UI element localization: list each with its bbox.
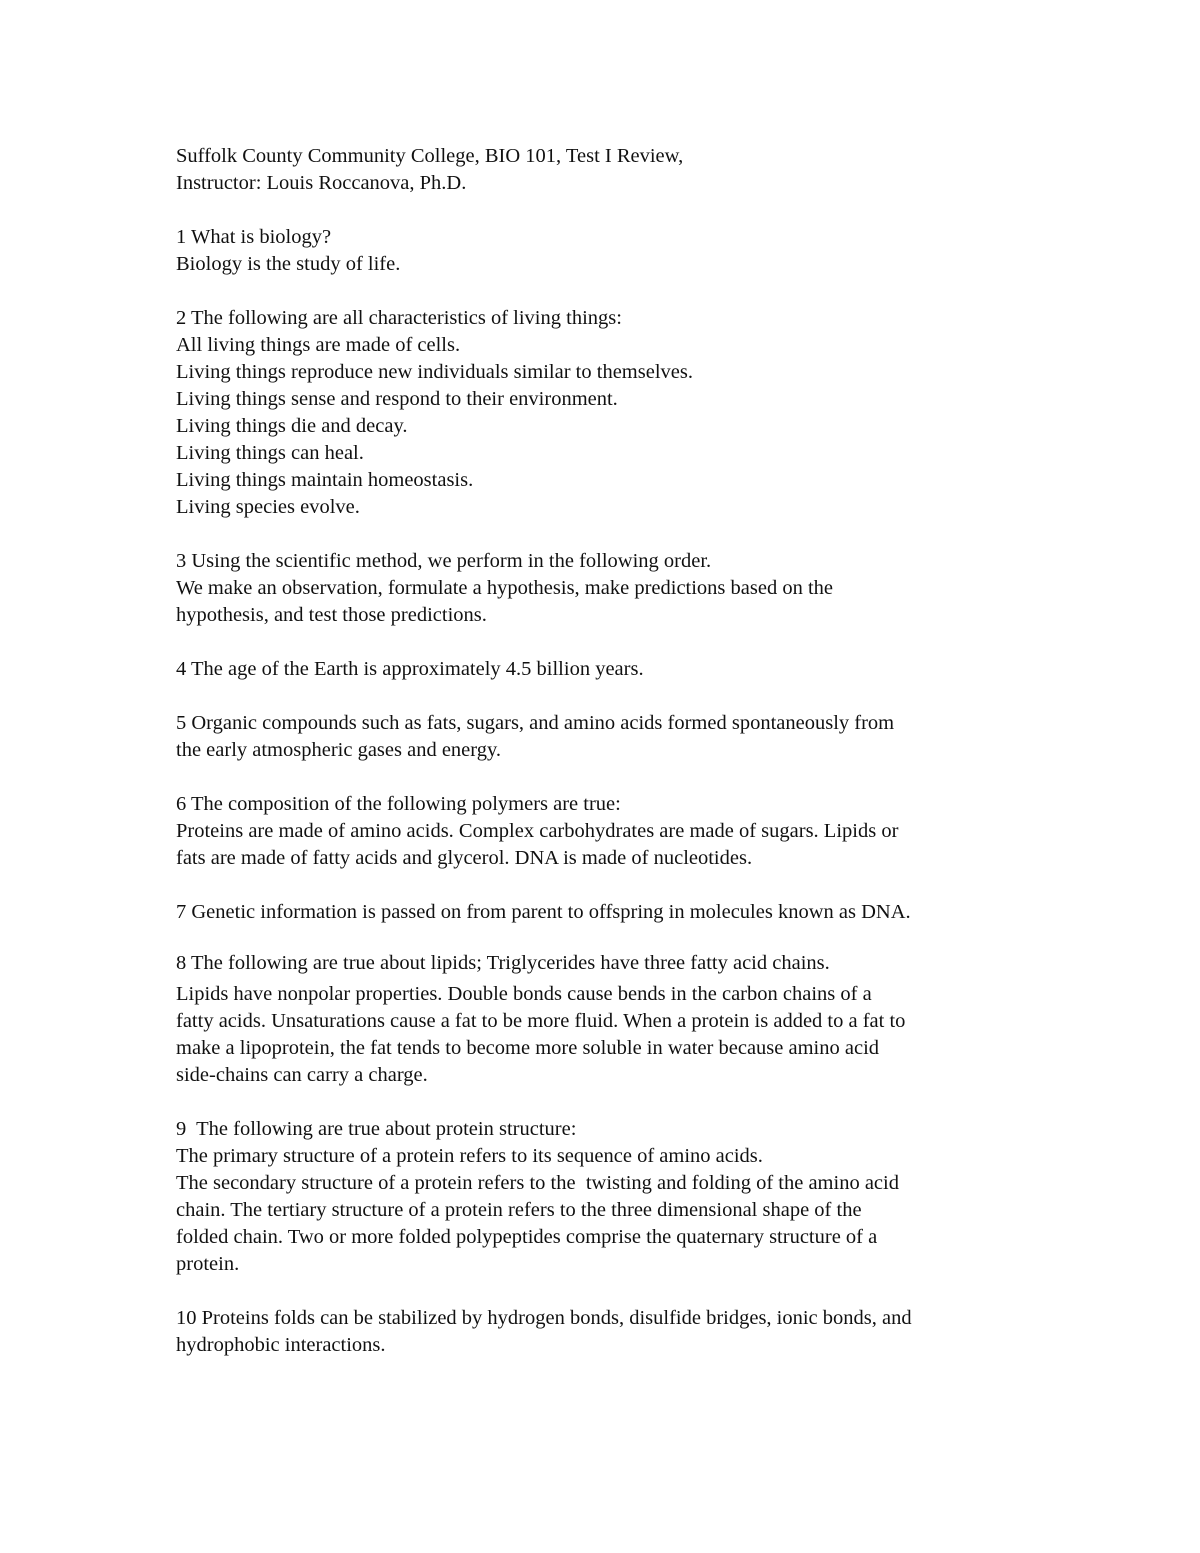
question-8-answer: side-chains can carry a charge. xyxy=(176,1064,428,1086)
question-3-answer: We make an observation, formulate a hypothesis, make predictions based on the xyxy=(176,577,834,599)
question-6-answer: Proteins are made of amino acids. Complex carbohydrates are made of sugars. Lipids or xyxy=(176,820,899,842)
question-9 xyxy=(176,1116,1056,1278)
question-3-prompt: 3 Using the scientific method, we perform in the following order. xyxy=(176,550,712,572)
question-2-item: Living things die and decay. xyxy=(176,415,408,437)
question-4 xyxy=(176,656,1056,683)
question-2-item: Living things reproduce new individuals similar to themselves. xyxy=(176,361,693,383)
question-2 xyxy=(176,305,1056,521)
question-9-answer: folded chain. Two or more folded polypeptides comprise the quaternary structure of a xyxy=(176,1226,878,1248)
question-8-answer: make a lipoprotein, the fat tends to become more soluble in water because amino acid xyxy=(176,1037,880,1059)
question-2-item: All living things are made of cells. xyxy=(176,334,461,356)
question-1-prompt: 1 What is biology? xyxy=(176,226,332,248)
question-6-prompt: 6 The composition of the following polymers are true: xyxy=(176,793,621,815)
question-6-answer: fats are made of fatty acids and glycerol. DNA is made of nucleotides. xyxy=(176,847,753,869)
question-9-prompt: 9 The following are true about protein structure: xyxy=(176,1118,577,1140)
question-1 xyxy=(176,224,1056,278)
question-4-text: 4 The age of the Earth is approximately 4.5 billion years. xyxy=(176,658,644,680)
question-2-prompt: 2 The following are all characteristics of living things: xyxy=(176,307,622,329)
question-5 xyxy=(176,710,1056,764)
question-2-item: Living species evolve. xyxy=(176,496,360,518)
document-body xyxy=(176,143,1056,1359)
question-1-answer: Biology is the study of life. xyxy=(176,253,401,275)
question-7-text: 7 Genetic information is passed on from parent to offspring in molecules known as DNA. xyxy=(176,901,911,923)
question-10 xyxy=(176,1305,1056,1359)
question-6 xyxy=(176,791,1056,872)
question-8-prompt: 8 The following are true about lipids; Triglycerides have three fatty acid chains. xyxy=(176,952,830,974)
question-9-answer: protein. xyxy=(176,1253,240,1275)
header-instructor: Instructor: Louis Roccanova, Ph.D. xyxy=(176,172,467,194)
question-9-answer: chain. The tertiary structure of a protein refers to the three dimensional shape of the xyxy=(176,1199,862,1221)
question-9-answer: The primary structure of a protein refers to its sequence of amino acids. xyxy=(176,1145,763,1167)
question-9-answer: The secondary structure of a protein refers to the twisting and folding of the amino acid xyxy=(176,1172,899,1194)
question-3 xyxy=(176,548,1056,629)
question-8-answer: Lipids have nonpolar properties. Double bonds cause bends in the carbon chains of a xyxy=(176,983,872,1005)
question-5-text: the early atmospheric gases and energy. xyxy=(176,739,502,761)
question-10-text: 10 Proteins folds can be stabilized by hydrogen bonds, disulfide bridges, ionic bonds, and xyxy=(176,1307,912,1329)
question-10-text: hydrophobic interactions. xyxy=(176,1334,386,1356)
question-2-item: Living things maintain homeostasis. xyxy=(176,469,474,491)
question-2-item: Living things sense and respond to their environment. xyxy=(176,388,618,410)
question-5-text: 5 Organic compounds such as fats, sugars, and amino acids formed spontaneously from xyxy=(176,712,895,734)
question-8 xyxy=(176,950,1056,1089)
question-8-answer: fatty acids. Unsaturations cause a fat to be more fluid. When a protein is added to a fat to xyxy=(176,1010,906,1032)
question-2-item: Living things can heal. xyxy=(176,442,364,464)
header-title: Suffolk County Community College, BIO 101, Test I Review, xyxy=(176,145,684,167)
question-7 xyxy=(176,899,1056,926)
document-header xyxy=(176,143,1056,197)
question-3-answer: hypothesis, and test those predictions. xyxy=(176,604,487,626)
